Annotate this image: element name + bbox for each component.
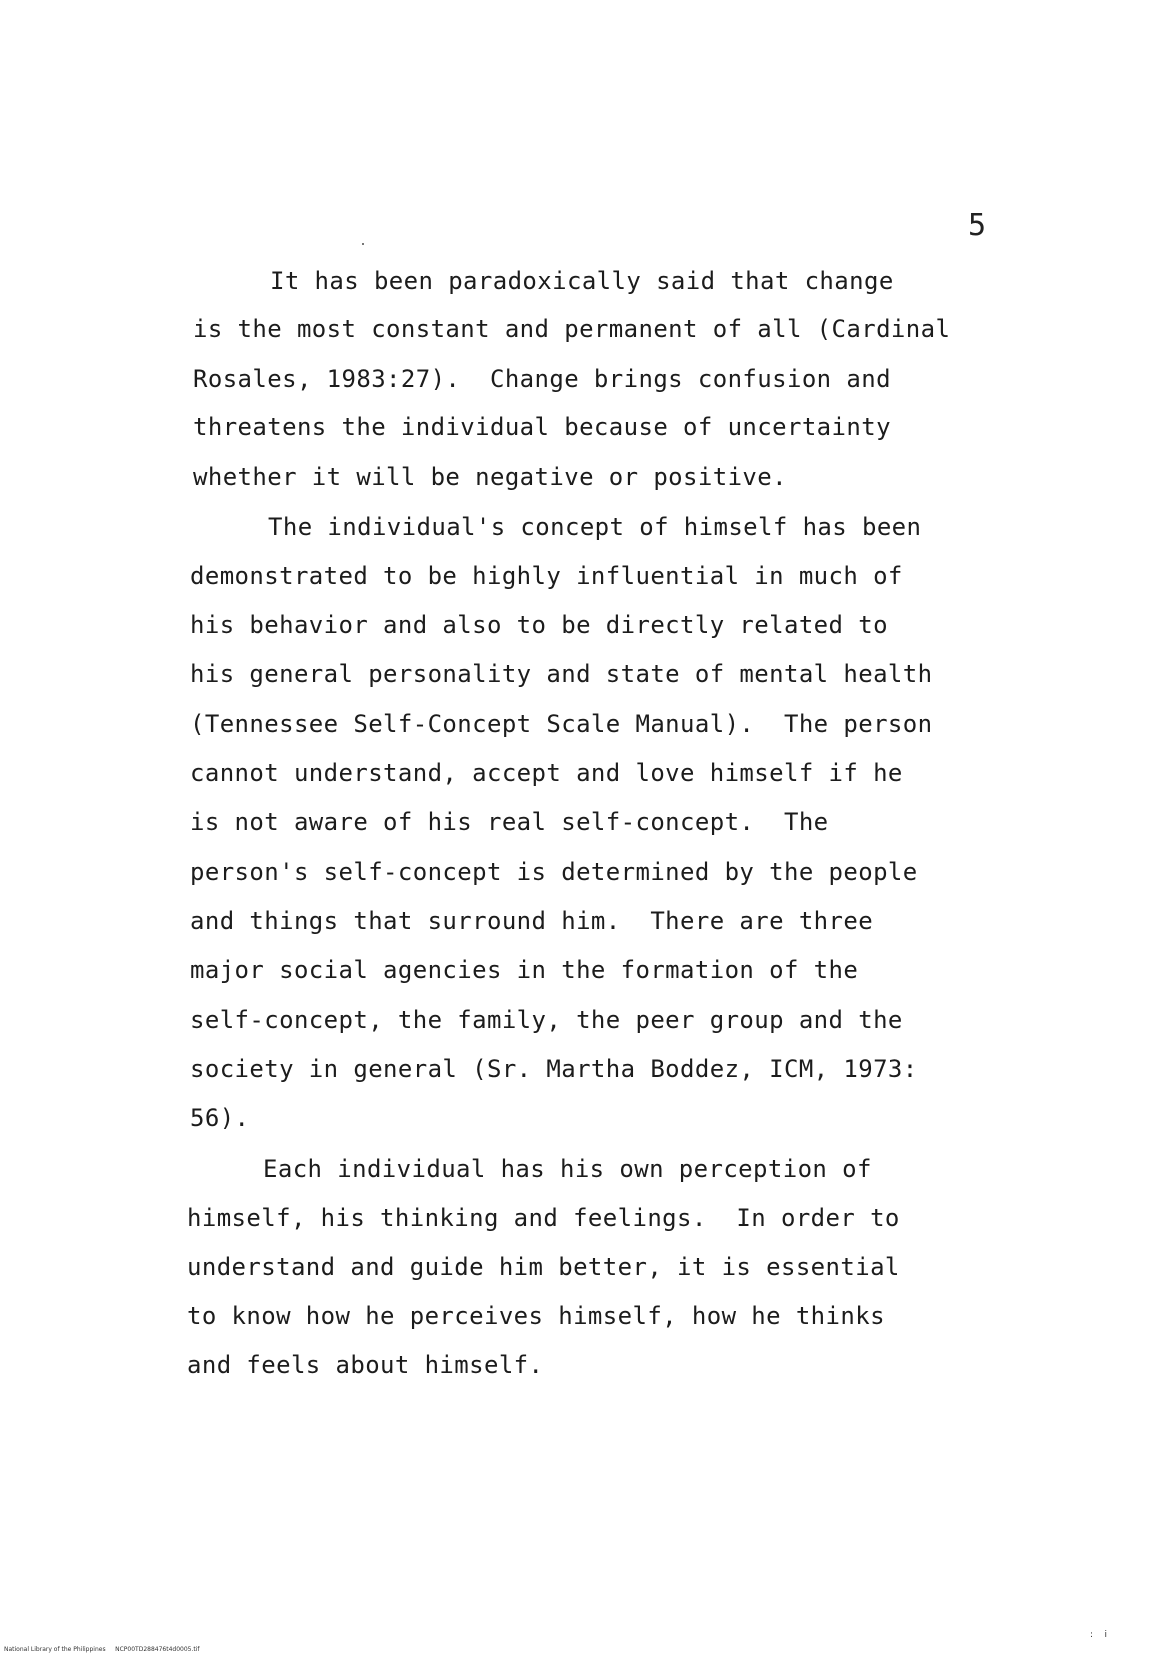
text-line: cannot understand, accept and love himself if he [190, 759, 903, 787]
text-line: understand and guide him better, it is essential [187, 1253, 900, 1281]
text-line: is the most constant and permanent of all (Cardinal [193, 315, 951, 343]
archive-footer-label: National Library of the Philippines NCP00TD288476t4d0005.tif [4, 1646, 200, 1653]
text-line: whether it will be negative or positive. [193, 463, 787, 491]
text-line: his general personality and state of mental health [190, 660, 933, 688]
text-line: The individual's concept of himself has been [268, 513, 922, 541]
text-line: 56). [190, 1104, 250, 1132]
page-number: 5 [968, 208, 987, 243]
text-line: his behavior and also to be directly related to [190, 611, 888, 639]
text-line: major social agencies in the formation of the [190, 956, 859, 984]
text-line: and things that surround him. There are three [190, 907, 874, 935]
text-line: self-concept, the family, the peer group and the [190, 1006, 903, 1034]
text-line: society in general (Sr. Martha Boddez, ICM, 1973: [190, 1055, 918, 1083]
text-line: himself, his thinking and feelings. In order to [187, 1204, 900, 1232]
text-line: Each individual has his own perception of [263, 1155, 872, 1183]
stray-mark [362, 243, 364, 245]
text-line: to know how he perceives himself, how he thinks [187, 1302, 885, 1330]
text-line: is not aware of his real self-concept. The [190, 808, 829, 836]
text-line: person's self-concept is determined by the people [190, 858, 918, 886]
text-line: and feels about himself. [187, 1351, 544, 1379]
corner-marks: : i [1090, 1630, 1107, 1640]
text-line: Rosales, 1983:27). Change brings confusion and [193, 365, 891, 393]
text-line: threatens the individual because of uncertainty [193, 413, 891, 441]
text-line: demonstrated to be highly influential in much of [190, 562, 903, 590]
text-line: (Tennessee Self-Concept Scale Manual). The person [190, 710, 933, 738]
text-line: It has been paradoxically said that change [270, 267, 894, 295]
